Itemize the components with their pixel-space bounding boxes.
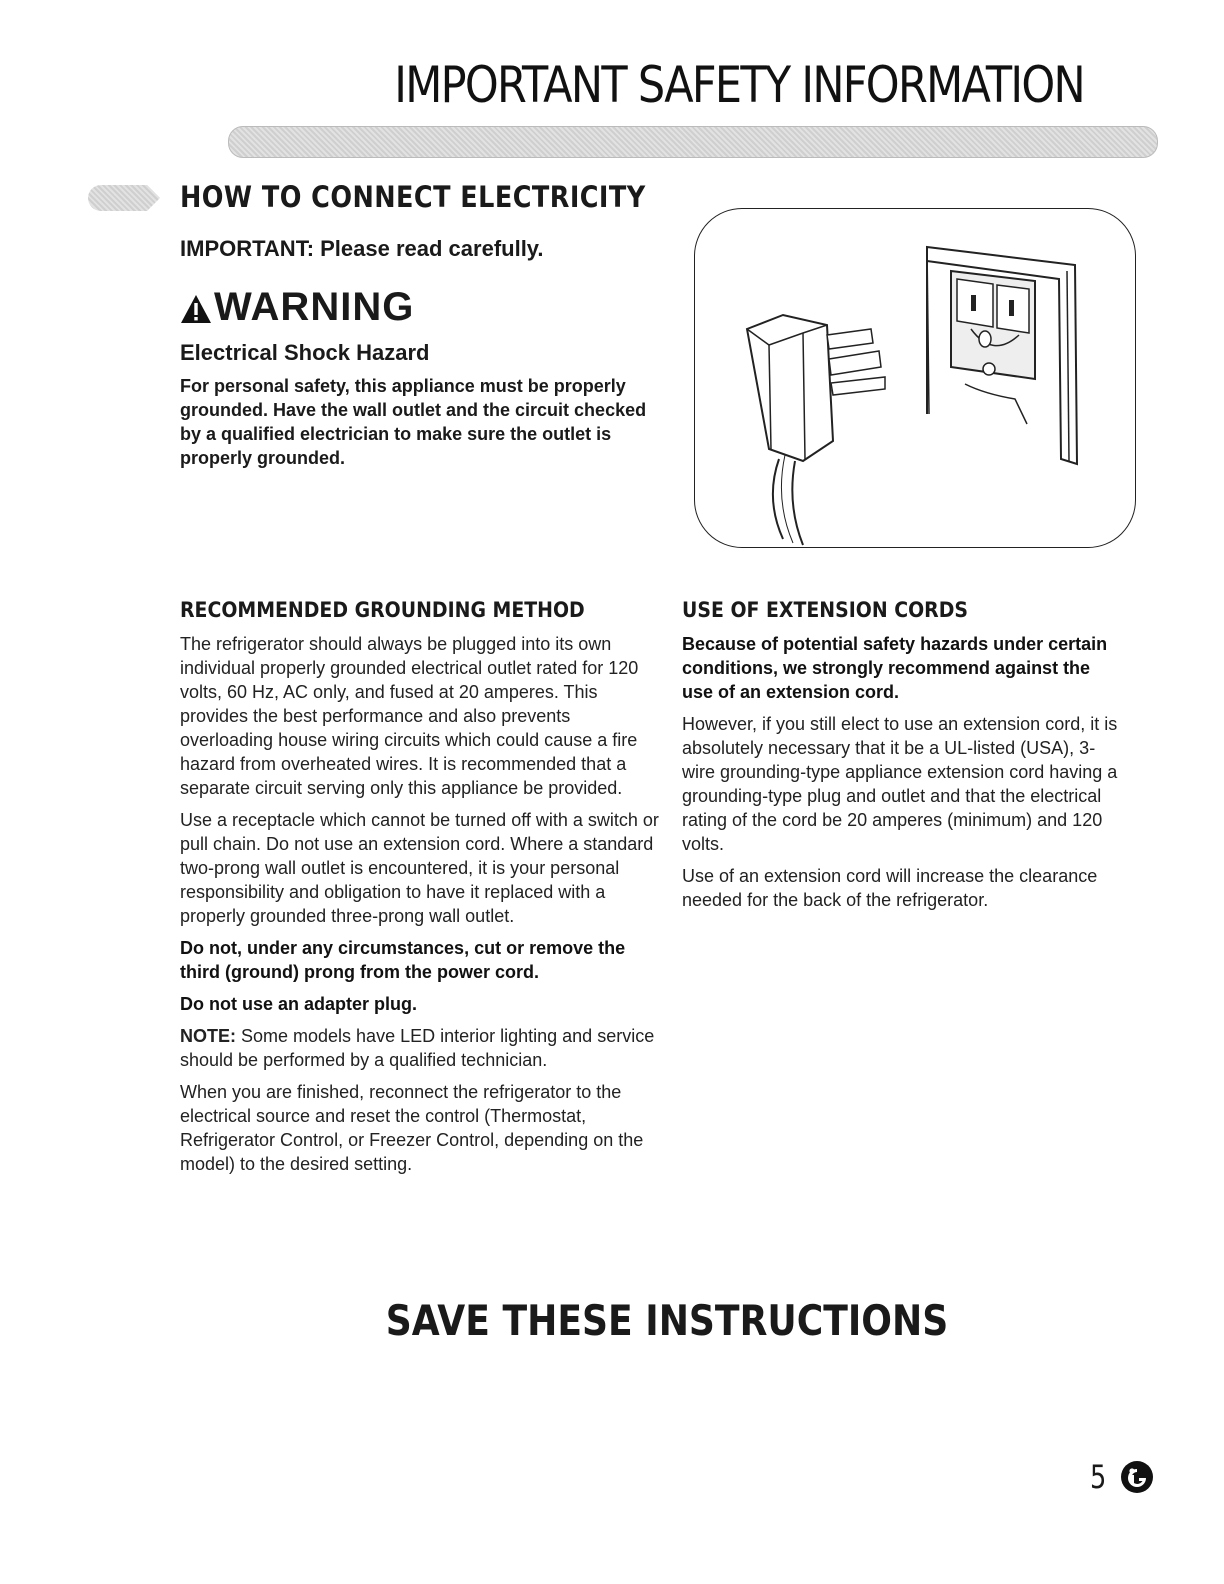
hazard-title: Electrical Shock Hazard [180, 340, 430, 365]
grounding-paragraph-5: When you are finished, reconnect the refrigerator to the electrical source and reset the control (Thermostat, Refrigerator Control, or Freezer Control, depending on the model) to the desired setting. [180, 1082, 644, 1174]
grounding-adapter-warning: Do not use an adapter plug. [180, 994, 418, 1014]
extension-paragraph-3: Use of an extension cord will increase the clearance needed for the back of the refrigerator. [682, 866, 1098, 910]
extension-heading: USE OF EXTENSION CORDS [682, 598, 969, 622]
extension-warning: Because of potential safety hazards under certain conditions, we strongly recommend against the use of an extension cord. [682, 634, 1108, 702]
title-decorative-bar [228, 126, 1158, 158]
section-heading: HOW TO CONNECT ELECTRICITY [180, 180, 646, 214]
section-marker-arrow [88, 185, 160, 211]
grounding-prong-warning: Do not, under any circumstances, cut or remove the third (ground) prong from the power cord. [180, 938, 626, 982]
note-text: Some models have LED interior lighting and service should be performed by a qualified technician. [180, 1026, 655, 1070]
warning-triangle-icon [180, 294, 212, 324]
warning-heading [180, 285, 414, 330]
hazard-body: For personal safety, this appliance must be properly grounded. Have the wall outlet and the circuit checked by a qualified electrician to make sure the outlet is properly grounded. [180, 376, 647, 468]
grounding-heading: RECOMMENDED GROUNDING METHOD [180, 598, 585, 622]
warning-label: WARNING [214, 285, 415, 329]
save-instructions-banner: SAVE THESE INSTRUCTIONS [385, 1296, 949, 1345]
plug-outlet-drawing [695, 209, 1135, 547]
plug-outlet-illustration [694, 208, 1136, 548]
grounding-note [180, 1024, 660, 1072]
grounding-column [180, 598, 660, 1184]
lg-logo-icon [1120, 1460, 1154, 1494]
page-number: 5 [1090, 1458, 1107, 1496]
grounding-paragraph-1: The refrigerator should always be plugged into its own individual properly grounded electrical outlet rated for 120 volts, 60 Hz, AC only, and fused at 20 amperes. This provides the best performance and also prevents overloading house wiring circuits which could cause a fire hazard from overheated wires. It is recommended that a separate circuit serving only this appliance be provided. [180, 634, 639, 798]
page-title: IMPORTANT SAFETY INFORMATION [394, 56, 1084, 114]
extension-paragraph-2: However, if you still elect to use an extension cord, it is absolutely necessary that it be a UL-listed (USA), 3-wire grounding-type appliance extension cord having a grounding-type plug and outlet and that the electrical rating of the cord be 20 amperes (minimum) and 120 volts. [682, 714, 1118, 854]
extension-column [682, 598, 1122, 920]
note-label: NOTE: [180, 1026, 236, 1046]
grounding-paragraph-2: Use a receptacle which cannot be turned off with a switch or pull chain. Do not use an extension cord. Where a standard two-prong wall outlet is encountered, it is your personal responsibility and obligation to have it replaced with a properly grounded three-prong wall outlet. [180, 810, 659, 926]
important-notice: IMPORTANT: Please read carefully. [180, 236, 544, 261]
